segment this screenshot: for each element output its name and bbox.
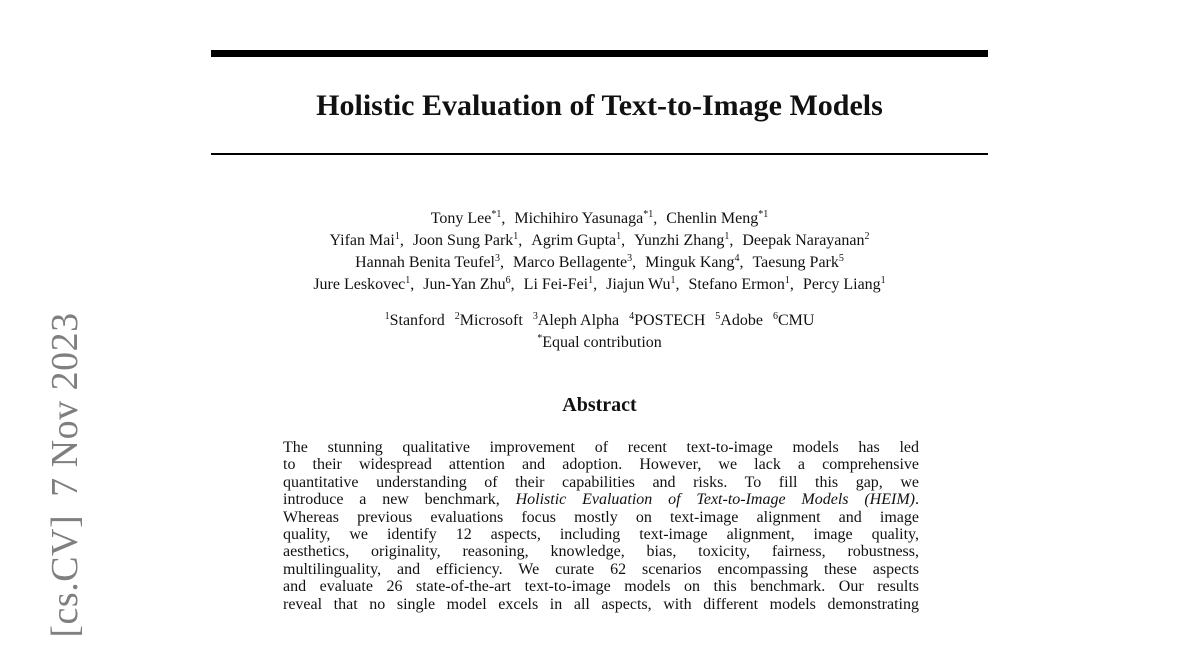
abstract-line <box>283 491 919 508</box>
affiliation-name: Adobe <box>720 312 763 329</box>
author-name-text: Jiajun Wu <box>606 276 671 293</box>
author-list <box>211 208 988 296</box>
abstract-line: multilinguality, and efficiency. We curate 62 scenarios encompassing these aspects <box>283 560 919 578</box>
affiliation-name: Microsoft <box>459 312 523 329</box>
author-affiliation-mark: 1 <box>405 275 411 286</box>
affiliation-mark: 4 <box>629 311 635 322</box>
author-name-text: Michihiro Yasunaga <box>514 210 644 227</box>
author-name <box>313 276 410 293</box>
affiliation-mark: 1 <box>384 311 390 322</box>
author-affiliation-mark: *1 <box>643 209 654 220</box>
arxiv-date: 7 Nov 2023 <box>44 312 86 497</box>
affiliation-name: Stanford <box>389 312 445 329</box>
affiliation <box>773 312 814 329</box>
author-line: Jure Leskovec$^1$, Jun-Yan Zhu$^6$, Li Fei-Fei$^1$, Jiajun Wu$^1$, Stefano Ermon$^1$, Percy Liang$^1$ <box>313 275 886 293</box>
equal-contribution-text: Equal contribution <box>542 334 662 351</box>
affiliation <box>385 312 445 329</box>
abstract-line: aesthetics, originality, reasoning, knowledge, bias, toxicity, fairness, robustness, <box>283 543 919 561</box>
author-line: Hannah Benita Teufel$^3$, Marco Bellagente$^3$, Minguk Kang$^4$, Taesung Park$^5$ <box>355 253 844 271</box>
author-name <box>634 232 729 249</box>
affiliation-line <box>211 310 988 332</box>
affiliation <box>629 312 705 329</box>
author-name-text: Deepak Narayanan <box>742 232 865 249</box>
abstract-line: quality, we identify 12 aspects, including text-image alignment, image quality, <box>283 526 919 544</box>
title-top-rule <box>211 50 988 57</box>
title-bottom-rule <box>211 153 988 155</box>
author-name-text: Joon Sung Park <box>412 232 514 249</box>
abstract-text: introduce a new benchmark, <box>283 491 516 509</box>
author-line: Yifan Mai$^1$, Joon Sung Park$^1$, Agrim Gupta$^1$, Yunzhi Zhang$^1$, Deepak Narayanan$^2$ <box>329 231 870 249</box>
abstract-heading: Abstract <box>562 394 637 416</box>
author-name-text: Percy Liang <box>802 276 881 293</box>
author-affiliation-mark: 6 <box>505 275 511 286</box>
affiliation-name: POSTECH <box>634 312 706 329</box>
equal-contribution-mark: * <box>537 333 543 344</box>
author-name-text: Chenlin Meng <box>666 210 759 227</box>
affiliation <box>455 312 523 329</box>
author-name-text: Taesung Park <box>752 254 839 271</box>
affiliation <box>533 312 619 329</box>
author-affiliation-mark: 1 <box>394 231 400 242</box>
abstract-line: to their widespread attention and adoption. However, we lack a comprehensive <box>283 456 919 474</box>
author-name <box>645 254 739 271</box>
author-name <box>689 276 790 293</box>
arxiv-side-stamp <box>43 312 87 637</box>
author-affiliation-mark: 3 <box>494 253 500 264</box>
author-name <box>524 276 593 293</box>
author-name <box>514 210 653 227</box>
affiliation-block <box>211 310 988 354</box>
author-name <box>355 254 500 271</box>
author-affiliation-mark: 1 <box>670 275 676 286</box>
author-affiliation-mark: *1 <box>491 209 502 220</box>
author-name-text: Marco Bellagente <box>512 254 628 271</box>
author-affiliation-mark: 1 <box>724 231 730 242</box>
affiliation-name: Aleph Alpha <box>537 312 620 329</box>
author-name-text: Minguk Kang <box>645 254 735 271</box>
author-name <box>513 254 632 271</box>
author-name-text: Yifan Mai <box>329 232 395 249</box>
author-name <box>423 276 510 293</box>
author-name <box>431 210 502 227</box>
affiliation-name: CMU <box>777 312 815 329</box>
author-name-text: Jure Leskovec <box>313 276 406 293</box>
affiliation-mark: 5 <box>715 311 721 322</box>
author-name-text: Tony Lee <box>430 210 492 227</box>
author-affiliation-mark: *1 <box>758 209 769 220</box>
abstract-line: quantitative understanding of their capabilities and risks. To fill this gap, we <box>283 473 919 491</box>
author-name <box>413 232 518 249</box>
benchmark-name: Holistic Evaluation of Text-to-Image Models (HEIM) <box>515 491 915 509</box>
author-name-text: Li Fei-Fei <box>523 276 589 293</box>
abstract-text: . <box>915 491 919 509</box>
affiliation-mark: 3 <box>532 311 538 322</box>
author-name <box>752 254 843 271</box>
affiliation-mark: 6 <box>772 311 778 322</box>
author-name-text: Yunzhi Zhang <box>634 232 725 249</box>
abstract-line: reveal that no single model excels in all aspects, with different models demonstrating <box>283 595 919 613</box>
abstract-line: and evaluate 26 state-of-the-art text-to-image models on this benchmark. Our results <box>283 578 919 596</box>
author-name <box>329 232 399 249</box>
author-name-text: Stefano Ermon <box>688 276 785 293</box>
author-affiliation-mark: 5 <box>838 253 844 264</box>
affiliation <box>715 312 763 329</box>
abstract-line: Whereas previous evaluations focus mostly on text-image alignment and image <box>283 508 919 526</box>
author-name-text: Hannah Benita Teufel <box>355 254 495 271</box>
author-name <box>606 276 675 293</box>
author-affiliation-mark: 1 <box>784 275 790 286</box>
author-line: Tony Lee$^{*1}$, Michihiro Yasunaga$^{*1}$, Chenlin Meng$^{*1}$ <box>430 209 769 227</box>
author-affiliation-mark: 1 <box>880 275 886 286</box>
author-name <box>666 210 768 227</box>
arxiv-category: [cs.CV] <box>44 514 86 638</box>
paper-title: Holistic Evaluation of Text-to-Image Models <box>316 89 883 122</box>
affiliation-mark: 2 <box>454 311 460 322</box>
equal-contribution-note <box>211 332 988 354</box>
author-name-text: Jun-Yan Zhu <box>423 276 506 293</box>
author-affiliation-mark: 4 <box>734 253 740 264</box>
author-name <box>803 276 886 293</box>
author-affiliation-mark: 1 <box>513 231 519 242</box>
author-name <box>531 232 621 249</box>
author-affiliation-mark: 1 <box>616 231 622 242</box>
author-name <box>742 232 869 249</box>
author-affiliation-mark: 1 <box>588 275 594 286</box>
abstract-body <box>283 439 919 613</box>
abstract-line: The stunning qualitative improvement of recent text-to-image models has led <box>283 439 919 456</box>
author-affiliation-mark: 3 <box>627 253 633 264</box>
author-affiliation-mark: 2 <box>864 231 870 242</box>
author-name-text: Agrim Gupta <box>531 232 617 249</box>
